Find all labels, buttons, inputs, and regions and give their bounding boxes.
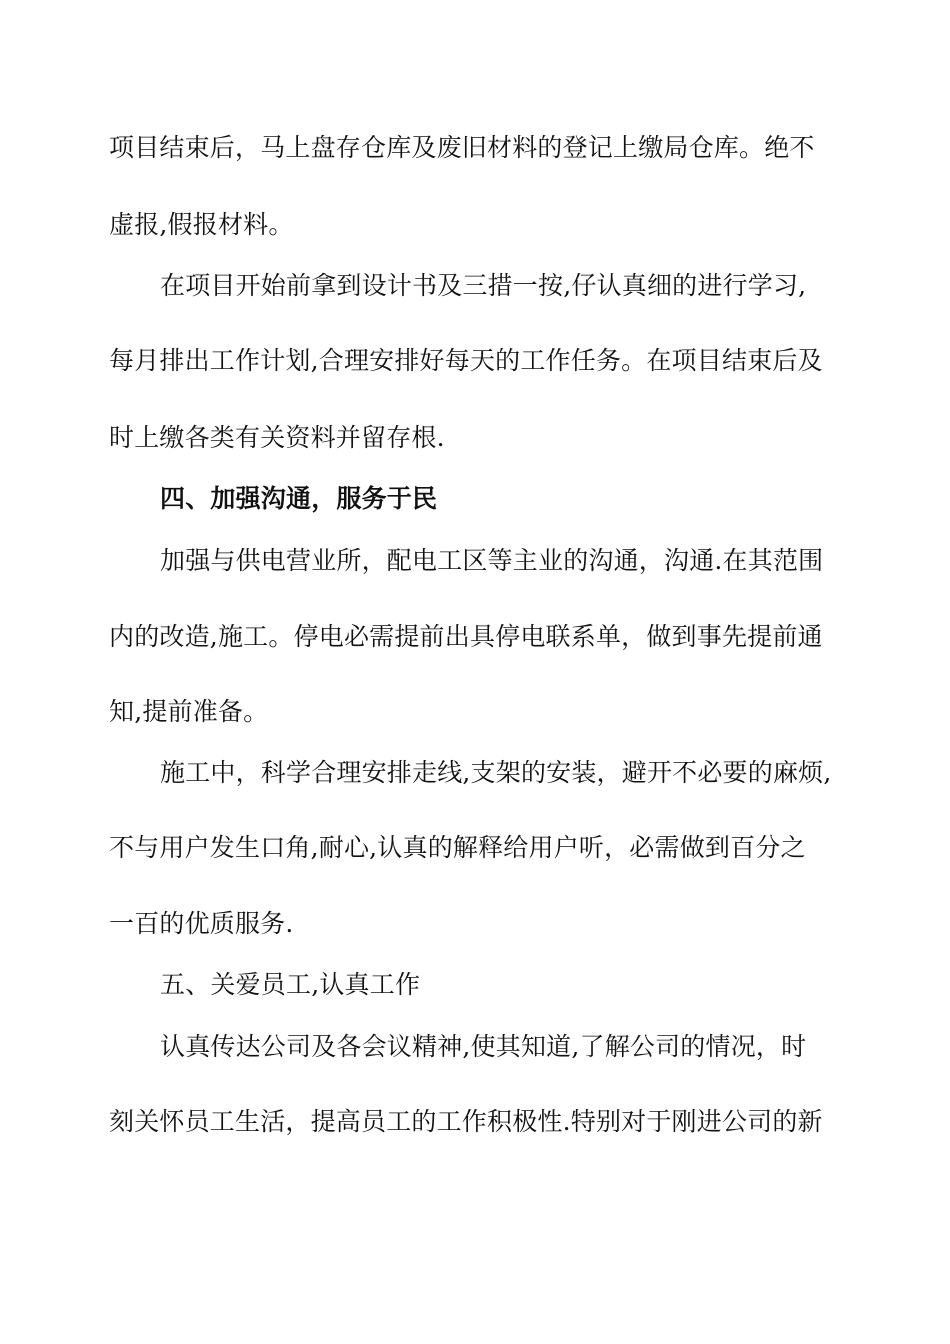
paragraph-line: 每月排出工作计划,合理安排好每天的工作任务。在项目结束后及 — [109, 346, 823, 375]
paragraph-line: 不与用户发生口角,耐心,认真的解释给用户听，必需做到百分之 — [109, 833, 806, 862]
section-heading-5: 五、关爱员工,认真工作 — [160, 970, 421, 999]
paragraph-line: 加强与供电营业所，配电工区等主业的沟通，沟通.在其范围 — [160, 546, 824, 575]
paragraph-line: 虚报,假报材料。 — [109, 210, 294, 239]
paragraph-line: 一百的优质服务. — [109, 909, 294, 938]
paragraph-line: 项目结束后，马上盘存仓库及废旧材料的登记上缴局仓库。绝不 — [109, 133, 815, 162]
section-heading-4: 四、加强沟通，服务于民 — [160, 484, 438, 513]
paragraph-line: 内的改造,施工。停电必需提前出具停电联系单，做到事先提前通 — [109, 622, 823, 651]
paragraph-line: 刻关怀员工生活，提高员工的工作积极性.特别对于刚进公司的新 — [109, 1107, 823, 1136]
paragraph-line: 知,提前准备。 — [109, 697, 269, 726]
paragraph-line: 认真传达公司及各会议精神,使其知道,了解公司的情况，时 — [160, 1032, 807, 1061]
paragraph-line: 在项目开始前拿到设计书及三措一按,仔认真细的进行学习, — [160, 271, 807, 300]
paragraph-line: 施工中，科学合理安排走线,支架的安装，避开不必要的麻烦, — [160, 758, 832, 787]
paragraph-line: 时上缴各类有关资料并留存根. — [109, 423, 445, 452]
